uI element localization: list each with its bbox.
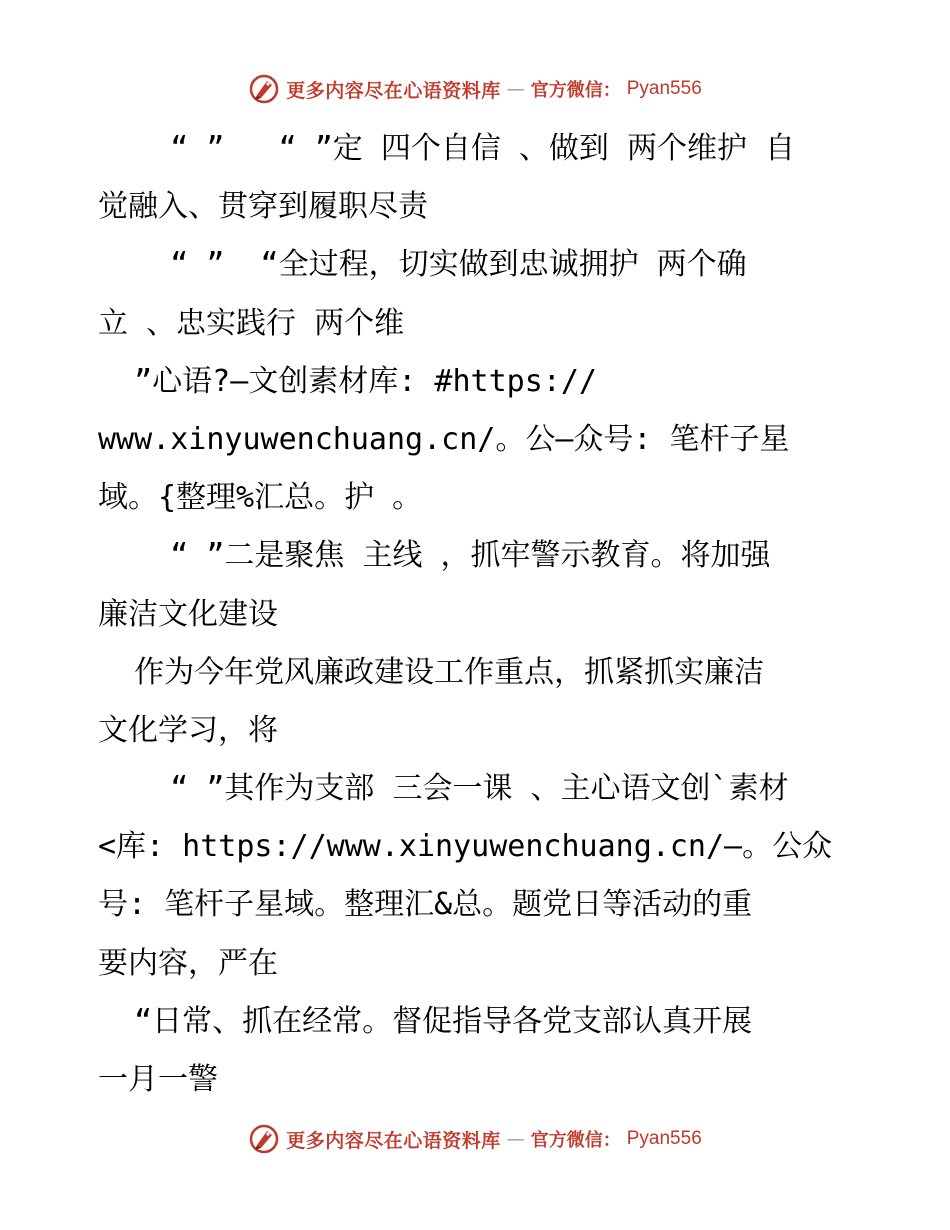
text-line: “ ” “ ”定 四个自信 、做到 两个维护 自 bbox=[98, 131, 796, 166]
pen-nib-logo-icon bbox=[248, 73, 280, 105]
watermark-wechat-id: Pyan556 bbox=[626, 78, 702, 99]
watermark-text: 更多内容尽在心语资料库 bbox=[286, 79, 501, 102]
watermark-separator: — bbox=[506, 1128, 525, 1150]
footer-watermark bbox=[0, 1121, 950, 1157]
text-line: 号: 笔杆子星域。整理汇&总。题党日等活动的重 bbox=[98, 887, 753, 923]
watermark-wechat-id: Pyan556 bbox=[626, 1128, 702, 1149]
watermark-official-label: 官方微信： bbox=[530, 1130, 621, 1151]
watermark-separator: — bbox=[506, 78, 525, 100]
watermark-text: 更多内容尽在心语资料库 bbox=[286, 1129, 501, 1152]
text-line: 觉融入、贯穿到履职尽责 bbox=[98, 189, 428, 225]
text-line: 一月一警 bbox=[98, 1062, 218, 1097]
text-line: <库: https://www.xinyuwenchuang.cn/—。公众 bbox=[98, 829, 833, 865]
header-watermark bbox=[0, 71, 950, 107]
text-line: ”心语?—文创素材库: #https:// bbox=[98, 363, 597, 399]
text-line: “ ”二是聚焦 主线 ，抓牢警示教育。将加强 bbox=[98, 538, 771, 574]
text-line: 作为今年党风廉政建设工作重点，抓紧抓实廉洁 bbox=[98, 654, 765, 690]
text-line: 文化学习，将 bbox=[98, 712, 278, 748]
text-line: “ ”其作为支部 三会一课 、主心语文创`素材 bbox=[98, 771, 789, 807]
text-line: 立 、忠实践行 两个维 bbox=[98, 305, 405, 341]
text-line: 域。{整理%汇总。护 。 bbox=[98, 480, 423, 516]
text-line: “ ” “全过程，切实做到忠诚拥护 两个确 bbox=[98, 247, 747, 283]
watermark-official-label: 官方微信： bbox=[530, 80, 621, 101]
text-line: “日常、抓在经常。督促指导各党支部认真开展 bbox=[98, 1003, 753, 1039]
document-body bbox=[98, 120, 858, 1109]
pen-nib-logo-icon bbox=[248, 1123, 280, 1155]
text-line: 要内容，严在 bbox=[98, 945, 278, 981]
text-line: 廉洁文化建设 bbox=[98, 596, 278, 632]
text-line: www.xinyuwenchuang.cn/。公—众号: 笔杆子星 bbox=[98, 421, 790, 457]
